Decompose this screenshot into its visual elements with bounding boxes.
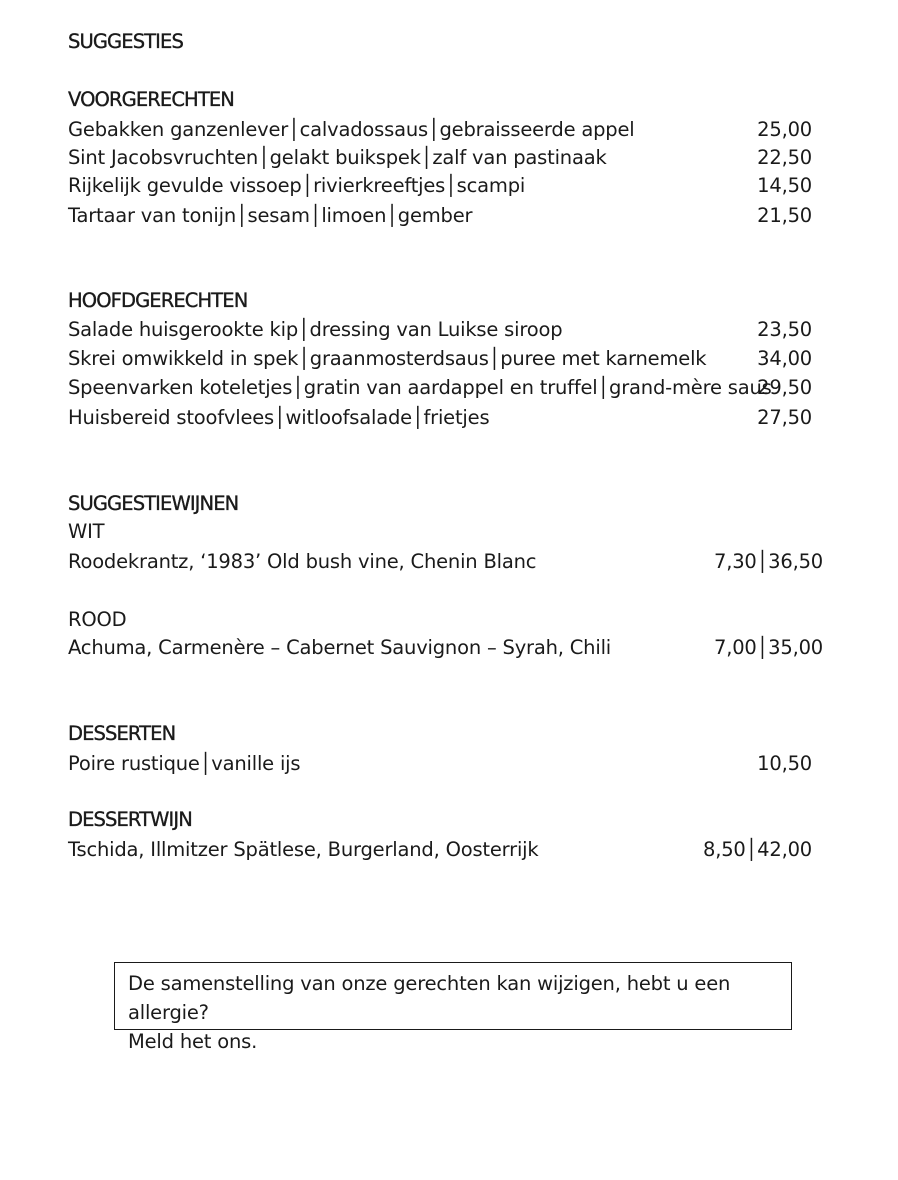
dish-price: 10,50 [757,752,812,775]
dish-price: 27,50 [757,406,812,429]
dish-name: Salade huisgerookte kip│dressing van Luikse siroop [68,318,563,341]
section-heading-hoofdgerechten: HOOFDGERECHTEN [68,289,248,312]
wine-price: 7,00│35,00 [714,636,823,659]
wine-name: Roodekrantz, ‘1983’ Old bush vine, Chenin Blanc [68,550,537,573]
allergy-notice-box [114,962,792,1053]
dish-name: Gebakken ganzenlever│calvadossaus│gebraisseerde appel [68,118,635,141]
dish-price: 22,50 [757,146,812,169]
dish-price: 21,50 [757,204,812,227]
wine-category-rood: ROOD [68,608,127,631]
dish-price: 25,00 [757,118,812,141]
wine-category-wit: WIT [68,520,105,543]
page-title: SUGGESTIES [68,30,183,53]
section-heading-dessertwijn: DESSERTWIJN [68,808,192,831]
dish-name: Rijkelijk gevulde vissoep│rivierkreeftjes│scampi [68,174,526,197]
wine-price: 8,50│42,00 [703,838,812,861]
section-heading-desserten: DESSERTEN [68,722,176,745]
dish-name: Skrei omwikkeld in spek│graanmosterdsaus│puree met karnemelk [68,347,707,370]
allergy-notice-line: Meld het ons. [128,1030,258,1053]
dish-name: Tartaar van tonijn│sesam│limoen│gember [68,204,473,227]
dish-price: 23,50 [757,318,812,341]
section-heading-suggestiewijnen: SUGGESTIEWIJNEN [68,492,239,515]
wine-name: Achuma, Carmenère – Cabernet Sauvignon – Syrah, Chili [68,636,611,659]
dish-name: Sint Jacobsvruchten│gelakt buikspek│zalf van pastinaak [68,146,607,169]
dish-name: Speenvarken koteletjes│gratin van aardappel en truffel│grand-mère saus [68,376,772,399]
dish-price: 34,00 [757,347,812,370]
dish-name: Poire rustique│vanille ijs [68,752,301,775]
wine-name: Tschida, Illmitzer Spätlese, Burgerland, Oosterrijk [68,838,539,861]
allergy-notice-line: De samenstelling van onze gerechten kan wijzigen, hebt u een allergie? [128,972,731,1024]
wine-price: 7,30│36,50 [714,550,823,573]
dish-price: 29,50 [757,376,812,399]
dish-price: 14,50 [757,174,812,197]
section-heading-voorgerechten: VOORGERECHTEN [68,88,234,111]
dish-name: Huisbereid stoofvlees│witloofsalade│frietjes [68,406,490,429]
